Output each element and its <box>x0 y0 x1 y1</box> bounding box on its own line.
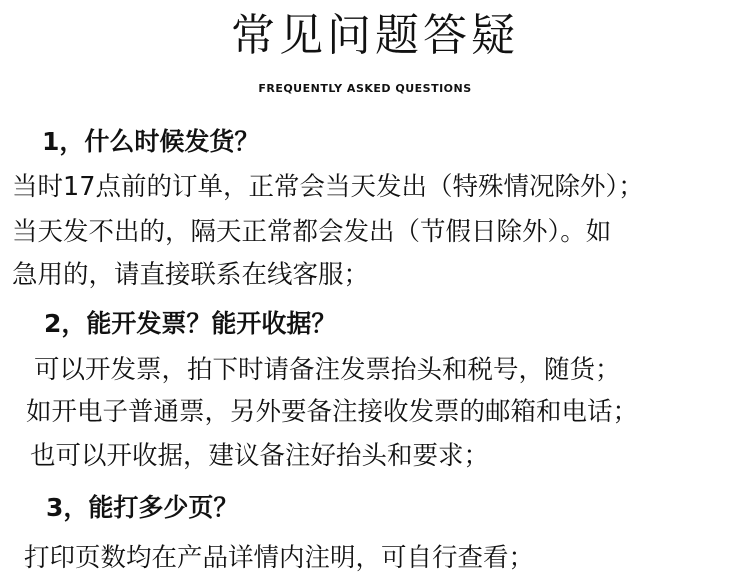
faq-question-1: 1，什么时候发货？ <box>42 127 260 156</box>
faq-answer-2-line-1: 可以开发票，拍下时请备注发票抬头和税号，随货； <box>34 355 621 385</box>
faq-answer-1-line-1: 当时17点前的订单，正常会当天发出（特殊情况除外）； <box>12 172 644 202</box>
page-subtitle: FREQUENTLY ASKED QUESTIONS <box>258 82 472 95</box>
faq-answer-2-line-2: 如开电子普通票，另外要备注接收发票的邮箱和电话； <box>26 397 639 427</box>
faq-question-2: 2，能开发票？能开收据？ <box>44 309 337 338</box>
faq-answer-3-line-1: 打印页数均在产品详情内注明，可自行查看； <box>24 543 535 573</box>
faq-answer-2-line-3: 也可以开收据，建议备注好抬头和要求； <box>30 441 490 471</box>
faq-answer-1-line-3: 急用的，请直接联系在线客服； <box>12 260 370 290</box>
faq-question-3: 3，能打多少页？ <box>46 493 239 522</box>
faq-answer-1-line-2: 当天发不出的，隔天正常都会发出（节假日除外）。如 <box>12 217 612 247</box>
page-title: 常见问题答疑 <box>231 10 519 61</box>
